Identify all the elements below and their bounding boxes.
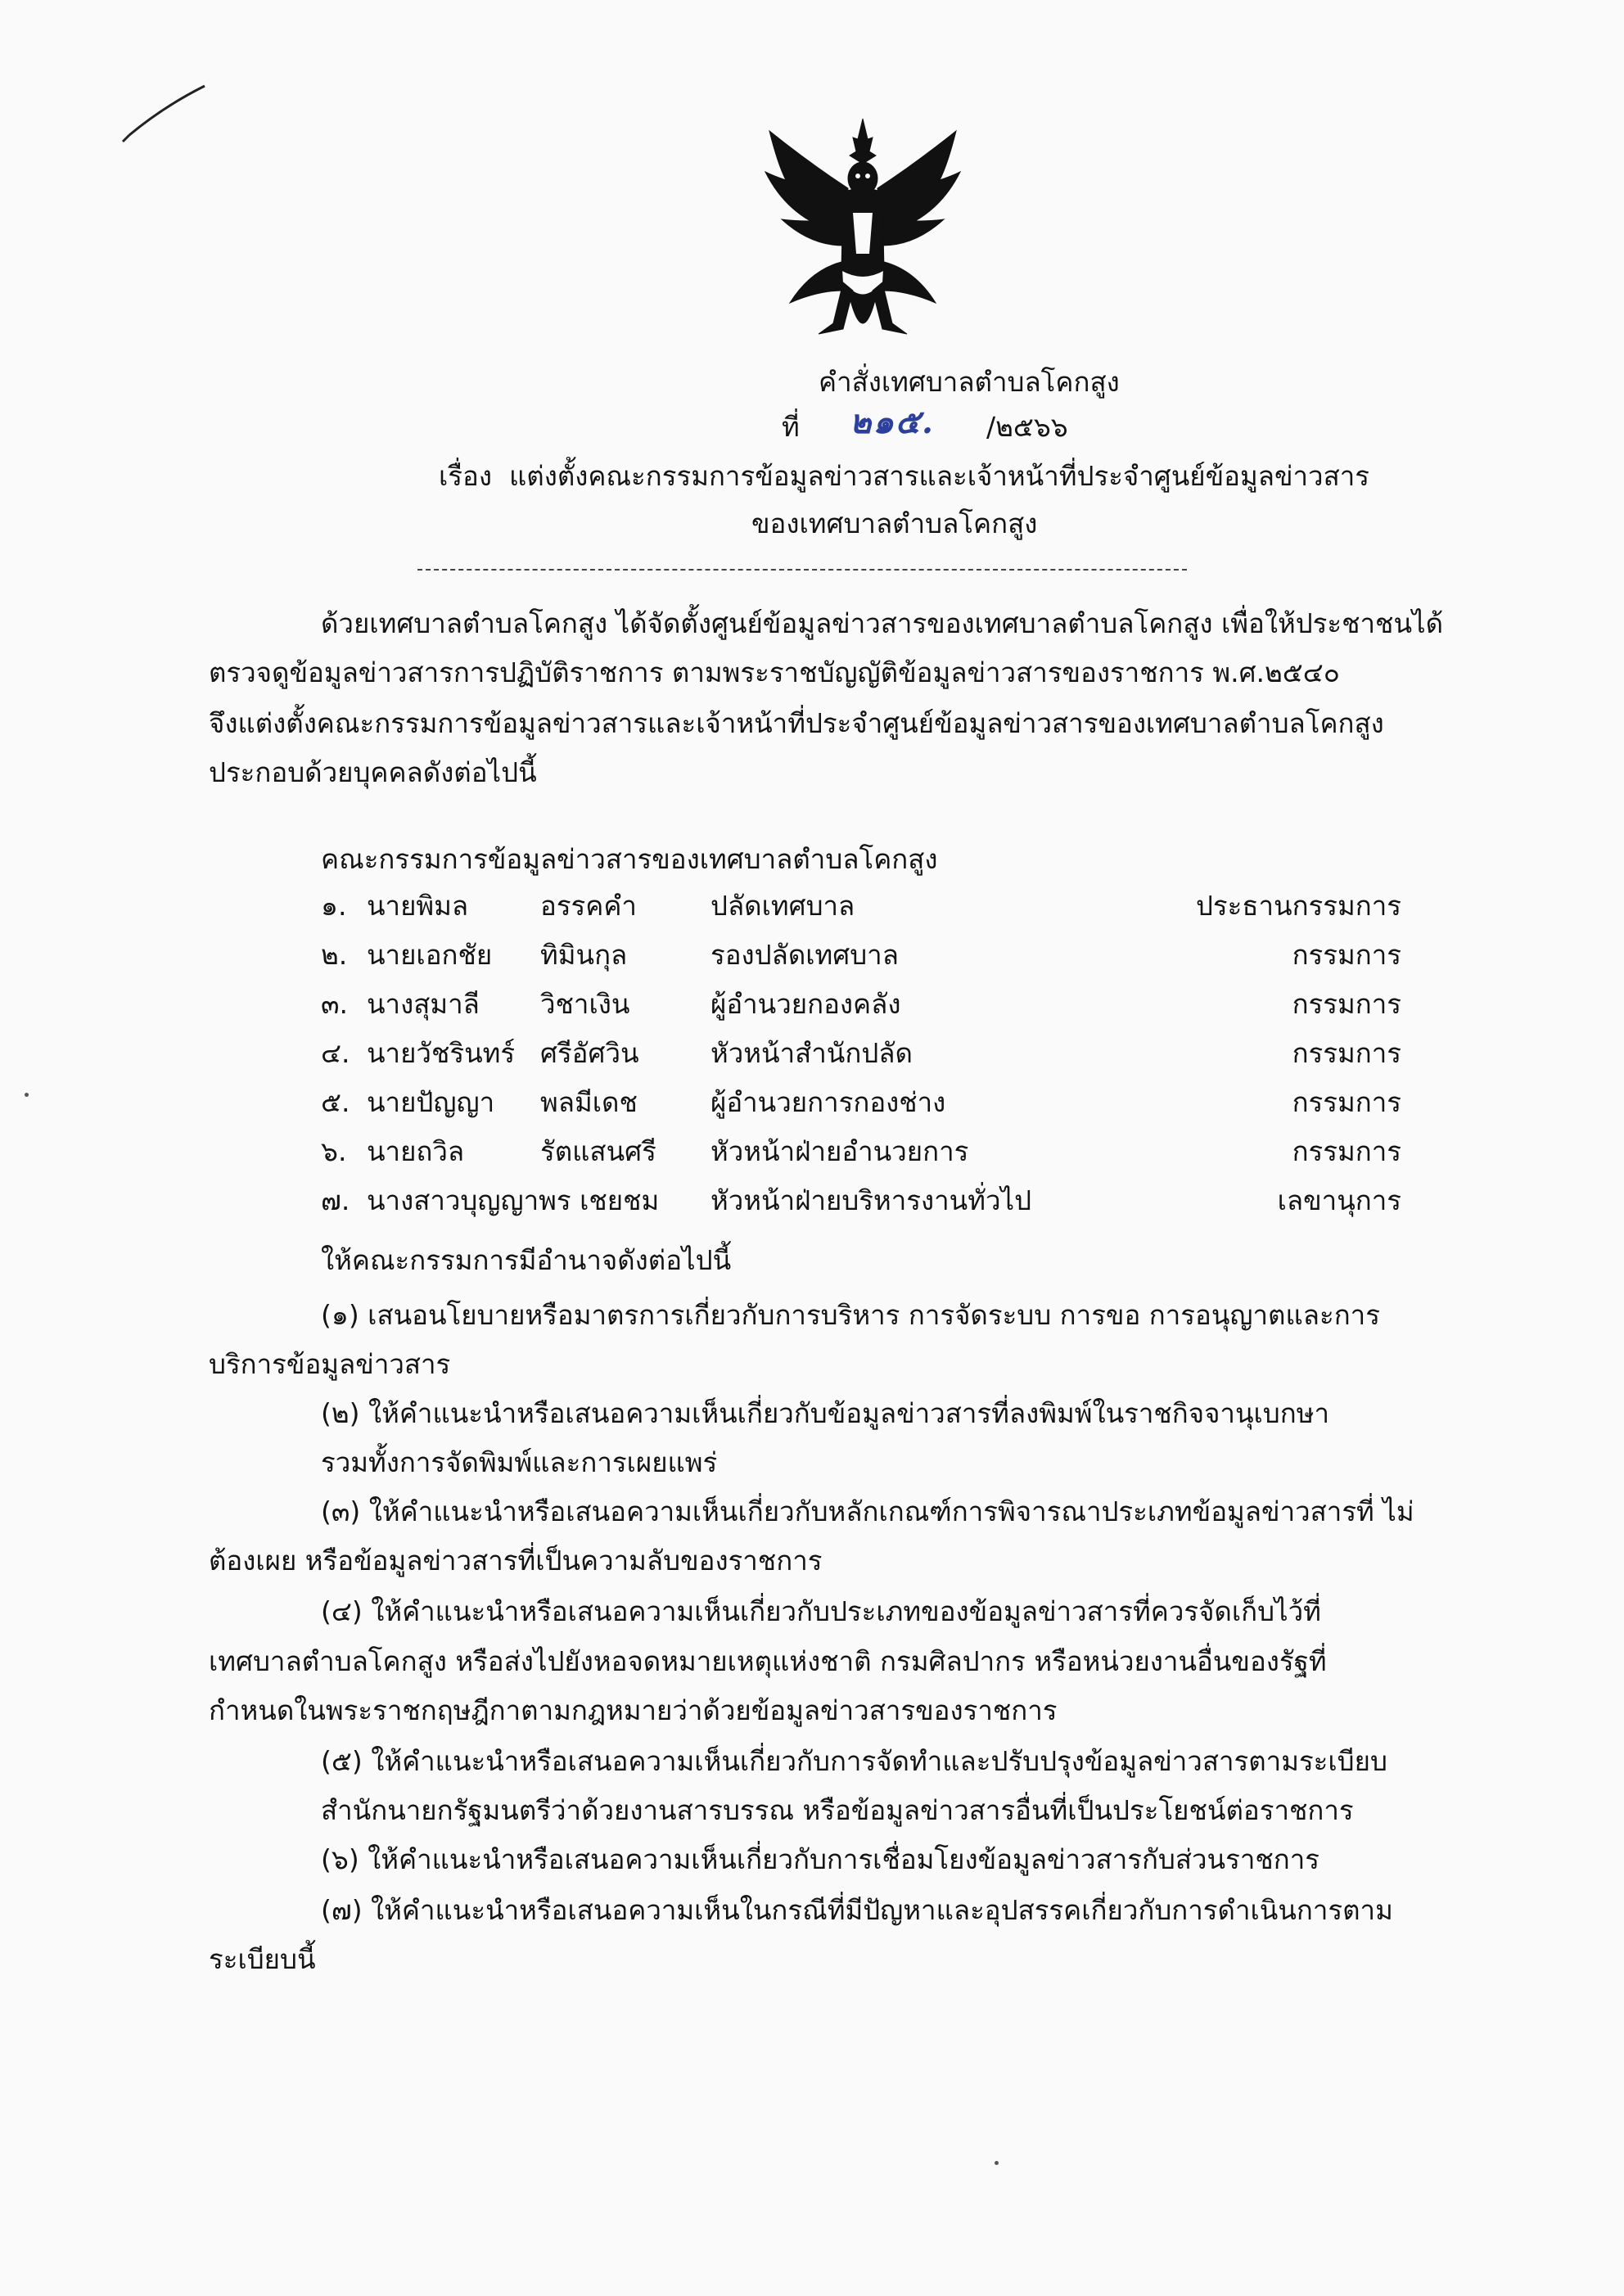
- subject-line-1: แต่งตั้งคณะกรรมการข้อมูลข่าวสารและเจ้าหน้าที่ประจำศูนย์ข้อมูลข่าวสาร: [509, 460, 1369, 492]
- member-role: กรรมการ: [1292, 1135, 1401, 1167]
- intro-line-2: ตรวจดูข้อมูลข่าวสารการปฏิบัติราชการ ตามพระราชบัญญัติข้อมูลข่าวสารของราชการ พ.ศ.๒๕๔๐: [209, 656, 1340, 688]
- member-number: ๓.: [321, 988, 349, 1020]
- order-prefix: ที่: [782, 411, 800, 443]
- duty-3-line-2: ต้องเผย หรือข้อมูลข่าวสารที่เป็นความลับของราชการ: [209, 1545, 823, 1577]
- member-number: ๒.: [321, 939, 348, 971]
- member-number: ๑.: [321, 890, 347, 922]
- duty-4-line-3: กำหนดในพระราชกฤษฎีกาตามกฎหมายว่าด้วยข้อมูลข่าวสารของราชการ: [209, 1694, 1058, 1726]
- intro-line-4: ประกอบด้วยบุคคลดังต่อไปนี้: [209, 756, 537, 788]
- duty-5-line-1: (๕) ให้คำแนะนำหรือเสนอความเห็นเกี่ยวกับการจัดทำและปรับปรุงข้อมูลข่าวสารตามระเบียบ: [321, 1745, 1387, 1777]
- duty-3-line-1: (๓) ให้คำแนะนำหรือเสนอความเห็นเกี่ยวกับหลักเกณฑ์การพิจารณาประเภทข้อมูลข่าวสารที่ ไม่: [321, 1495, 1414, 1527]
- scan-dot: [995, 2161, 999, 2165]
- member-position: ปลัดเทศบาล: [710, 890, 855, 922]
- member-role: กรรมการ: [1292, 1037, 1401, 1069]
- member-last-name: รัตแสนศรี: [540, 1135, 656, 1167]
- duty-1-line-1: (๑) เสนอนโยบายหรือมาตรการเกี่ยวกับการบริหาร การจัดระบบ การขอ การอนุญาตและการ: [321, 1299, 1380, 1331]
- member-position: หัวหน้าฝ่ายอำนวยการ: [710, 1135, 969, 1167]
- order-year: /๒๕๖๖: [986, 411, 1068, 443]
- member-first-name: นายวัชรินทร์: [367, 1037, 516, 1069]
- member-role: กรรมการ: [1292, 988, 1401, 1020]
- member-first-name: นายเอกชัย: [367, 939, 493, 971]
- intro-line-3: จึงแต่งตั้งคณะกรรมการข้อมูลข่าวสารและเจ้าหน้าที่ประจำศูนย์ข้อมูลข่าวสารของเทศบาลตำบลโคกสูง: [209, 707, 1384, 739]
- committee-heading: คณะกรรมการข้อมูลข่าวสารของเทศบาลตำบลโคกสูง: [321, 843, 938, 875]
- duty-4-line-1: (๔) ให้คำแนะนำหรือเสนอความเห็นเกี่ยวกับประเภทของข้อมูลข่าวสารที่ควรจัดเก็บไว้ที่: [321, 1595, 1321, 1627]
- duties-heading: ให้คณะกรรมการมีอำนาจดังต่อไปนี้: [321, 1244, 732, 1276]
- duty-5-line-2: สำนักนายกรัฐมนตรีว่าด้วยงานสารบรรณ หรือข้อมูลข่าวสารอื่นที่เป็นประโยชน์ต่อราชการ: [321, 1794, 1354, 1826]
- member-position: หัวหน้าสำนักปลัด: [710, 1037, 913, 1069]
- subject-label: เรื่อง: [439, 460, 492, 492]
- member-first-name: นายพิมล: [367, 890, 469, 922]
- duty-6-line-1: (๖) ให้คำแนะนำหรือเสนอความเห็นเกี่ยวกับการเชื่อมโยงข้อมูลข่าวสารกับส่วนราชการ: [321, 1843, 1320, 1875]
- member-role: ประธานกรรมการ: [1195, 890, 1401, 922]
- member-position: หัวหน้าฝ่ายบริหารงานทั่วไป: [710, 1184, 1032, 1216]
- subject-line-2: ของเทศบาลตำบลโคกสูง: [751, 507, 1038, 539]
- member-first-name: นายถวิล: [367, 1135, 465, 1167]
- member-first-name: นางสุมาลี: [367, 988, 480, 1020]
- member-number: ๖.: [321, 1135, 347, 1167]
- header-divider: [417, 569, 1187, 571]
- intro-line-1: ด้วยเทศบาลตำบลโคกสูง ได้จัดตั้งศูนย์ข้อมูลข่าวสารของเทศบาลตำบลโคกสูง เพื่อให้ประชาชนได้: [321, 607, 1444, 639]
- duty-4-line-2: เทศบาลตำบลโคกสูง หรือส่งไปยังหอจดหมายเหตุแห่งชาติ กรมศิลปากร หรือหน่วยงานอื่นของรัฐที่: [209, 1645, 1327, 1677]
- member-number: ๕.: [321, 1086, 350, 1118]
- member-last-name: อรรคคำ: [540, 890, 637, 922]
- duty-2-line-2: รวมทั้งการจัดพิมพ์และการเผยแพร่: [321, 1446, 718, 1478]
- member-last-name: วิชาเงิน: [540, 988, 630, 1020]
- duty-7-line-1: (๗) ให้คำแนะนำหรือเสนอความเห็นในกรณีที่มีปัญหาและอุปสรรคเกี่ยวกับการดำเนินการตาม: [321, 1894, 1393, 1926]
- pen-stroke-mark: [115, 78, 213, 143]
- duty-2-line-1: (๒) ให้คำแนะนำหรือเสนอความเห็นเกี่ยวกับข้อมูลข่าวสารที่ลงพิมพ์ในราชกิจจานุเบกษา: [321, 1397, 1330, 1429]
- garuda-emblem-icon: [761, 115, 964, 360]
- member-position: รองปลัดเทศบาล: [710, 939, 899, 971]
- order-number-handwritten: ๒๑๕.: [850, 403, 935, 441]
- member-number: ๔.: [321, 1037, 350, 1069]
- scan-dot: [25, 1093, 29, 1097]
- member-position: ผู้อำนวยกองคลัง: [710, 988, 901, 1020]
- member-last-name: ทิมินกุล: [540, 939, 628, 971]
- member-last-name: พลมีเดช: [540, 1086, 638, 1118]
- member-first-name: นางสาวบุญญาพร เชยชม: [367, 1184, 660, 1216]
- duty-7-line-2: ระเบียบนี้: [209, 1943, 316, 1975]
- member-last-name: ศรีอัศวิน: [540, 1037, 639, 1069]
- member-role: กรรมการ: [1292, 1086, 1401, 1118]
- member-number: ๗.: [321, 1184, 350, 1216]
- document-title: คำสั่งเทศบาลตำบลโคกสูง: [819, 366, 1120, 398]
- member-role: กรรมการ: [1292, 939, 1401, 971]
- member-position: ผู้อำนวยการกองช่าง: [710, 1086, 946, 1118]
- member-role: เลขานุการ: [1277, 1184, 1401, 1216]
- member-first-name: นายปัญญา: [367, 1086, 495, 1118]
- duty-1-line-2: บริการข้อมูลข่าวสาร: [209, 1348, 451, 1380]
